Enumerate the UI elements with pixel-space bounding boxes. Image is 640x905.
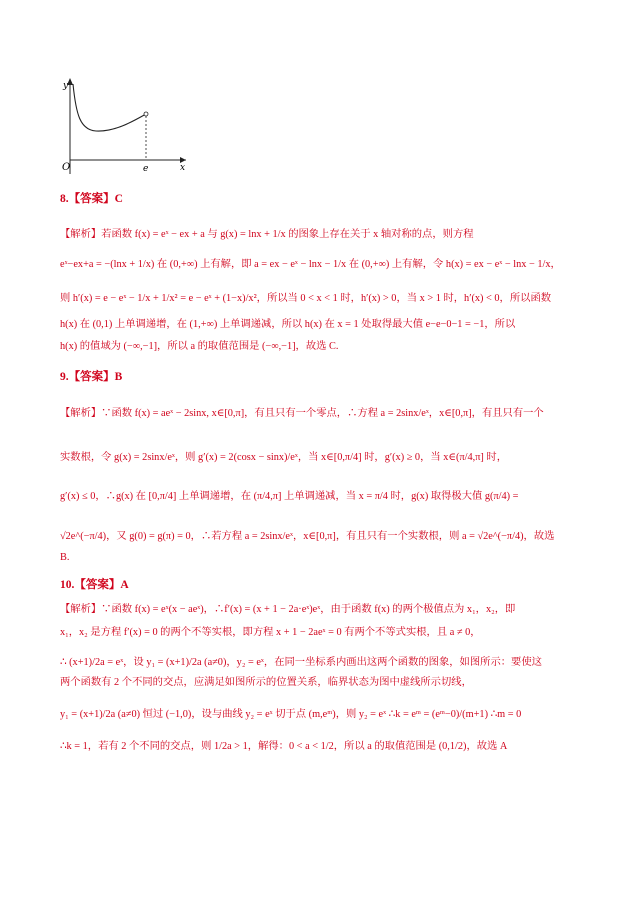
q8-line-1: 【解析】若函数 f(x) = eˣ − ex + a 与 g(x) = lnx + 1/x 的图象上存在关于 x 轴对称的点，则方程 <box>60 229 474 240</box>
q10-line-3: ∴ (x+1)/2a = eˣ，设 y₁ = (x+1)/2a (a≠0)，y₂ = eˣ，在同一坐标系内画出这两个函数的图象，如图所示：要使这 <box>60 657 542 668</box>
q9-heading: 9.【答案】B <box>60 371 123 383</box>
x-label: x <box>180 163 186 173</box>
q10-line-5: y₁ = (x+1)/2a (a≠0) 恒过 (−1,0)，设与曲线 y₂ = eˣ 切于点 (m,eᵐ)，则 y₂ = eˣ ∴k = eᵐ = (eᵐ−0)/(m+1) ∴m = 0 <box>60 709 522 720</box>
q9-line-1: 【解析】∵函数 f(x) = aeˣ − 2sinx, x∈[0,π]，有且只有一个零点，∴方程 a = 2sinx/eˣ，x∈[0,π]，有且只有一个 <box>60 408 544 419</box>
curve <box>73 84 146 131</box>
q10-heading: 10.【答案】A <box>60 579 129 591</box>
open-endpoint <box>144 112 148 116</box>
y-label: y <box>63 81 69 91</box>
q8-line-4: h(x) 在 (0,1) 上单调递增，在 (1,+∞) 上单调递减，所以 h(x) 在 x = 1 处取得最大值 e−e−0−1 = −1，所以 <box>60 319 516 330</box>
q9-line-2: 实数根，令 g(x) = 2sinx/eˣ，则 g′(x) = 2(cosx − sinx)/eˣ，当 x∈[0,π/4] 时，g′(x) ≥ 0，当 x∈(π/4,π] 时， <box>60 452 508 463</box>
origin-label: O <box>62 162 71 173</box>
q10-line-2: x₁，x₂ 是方程 f′(x) = 0 的两个不等实根，即方程 x + 1 − 2aeˣ = 0 有两个不等式实根，且 a ≠ 0， <box>60 627 481 638</box>
e-label: e <box>143 164 149 174</box>
q9-line-5: B. <box>60 552 70 563</box>
q9-line-4: √2e^(−π/4)，又 g(0) = g(π) = 0，∴若方程 a = 2sinx/eˣ，x∈[0,π]，有且只有一个实数根，则 a = √2e^(−π/4)，故选 <box>60 531 555 542</box>
q10-line-6: ∴k = 1，若有 2 个不同的交点，则 1/2a > 1，解得：0 < a < 1/2，所以 a 的取值范围是 (0,1/2)，故选 A <box>60 741 508 752</box>
q8-line-3: 则 h′(x) = e − eˣ − 1/x + 1/x² = e − eˣ + (1−x)/x²，所以当 0 < x < 1 时，h′(x) > 0，当 x > 1 时，h′(x) < 0，所以函数 <box>60 293 552 304</box>
q10-line-4: 两个函数有 2 个不同的交点，应满足如图所示的位置关系，临界状态为图中虚线所示切线， <box>60 677 472 688</box>
q8-line-2: eˣ−ex+a = −(lnx + 1/x) 在 (0,+∞) 上有解，即 a = ex − eˣ − lnx − 1/x 在 (0,+∞) 上有解，令 h(x) = ex − eˣ − lnx − 1/x， <box>60 259 561 270</box>
q10-line-1: 【解析】∵函数 f(x) = eˣ(x − aeˣ)，∴f′(x) = (x + 1 − 2a·eˣ)eˣ，由于函数 f(x) 的两个极值点为 x₁，x₂，即 <box>60 604 516 615</box>
function-graph-figure <box>56 74 194 176</box>
q8-heading: 8.【答案】C <box>60 193 123 205</box>
q9-line-3: g′(x) ≤ 0，∴g(x) 在 [0,π/4] 上单调递增，在 (π/4,π] 上单调递减，当 x = π/4 时，g(x) 取得极大值 g(π/4) = <box>60 491 519 502</box>
q8-line-5: h(x) 的值域为 (−∞,−1]，所以 a 的取值范围是 (−∞,−1]，故选 C. <box>60 341 339 352</box>
